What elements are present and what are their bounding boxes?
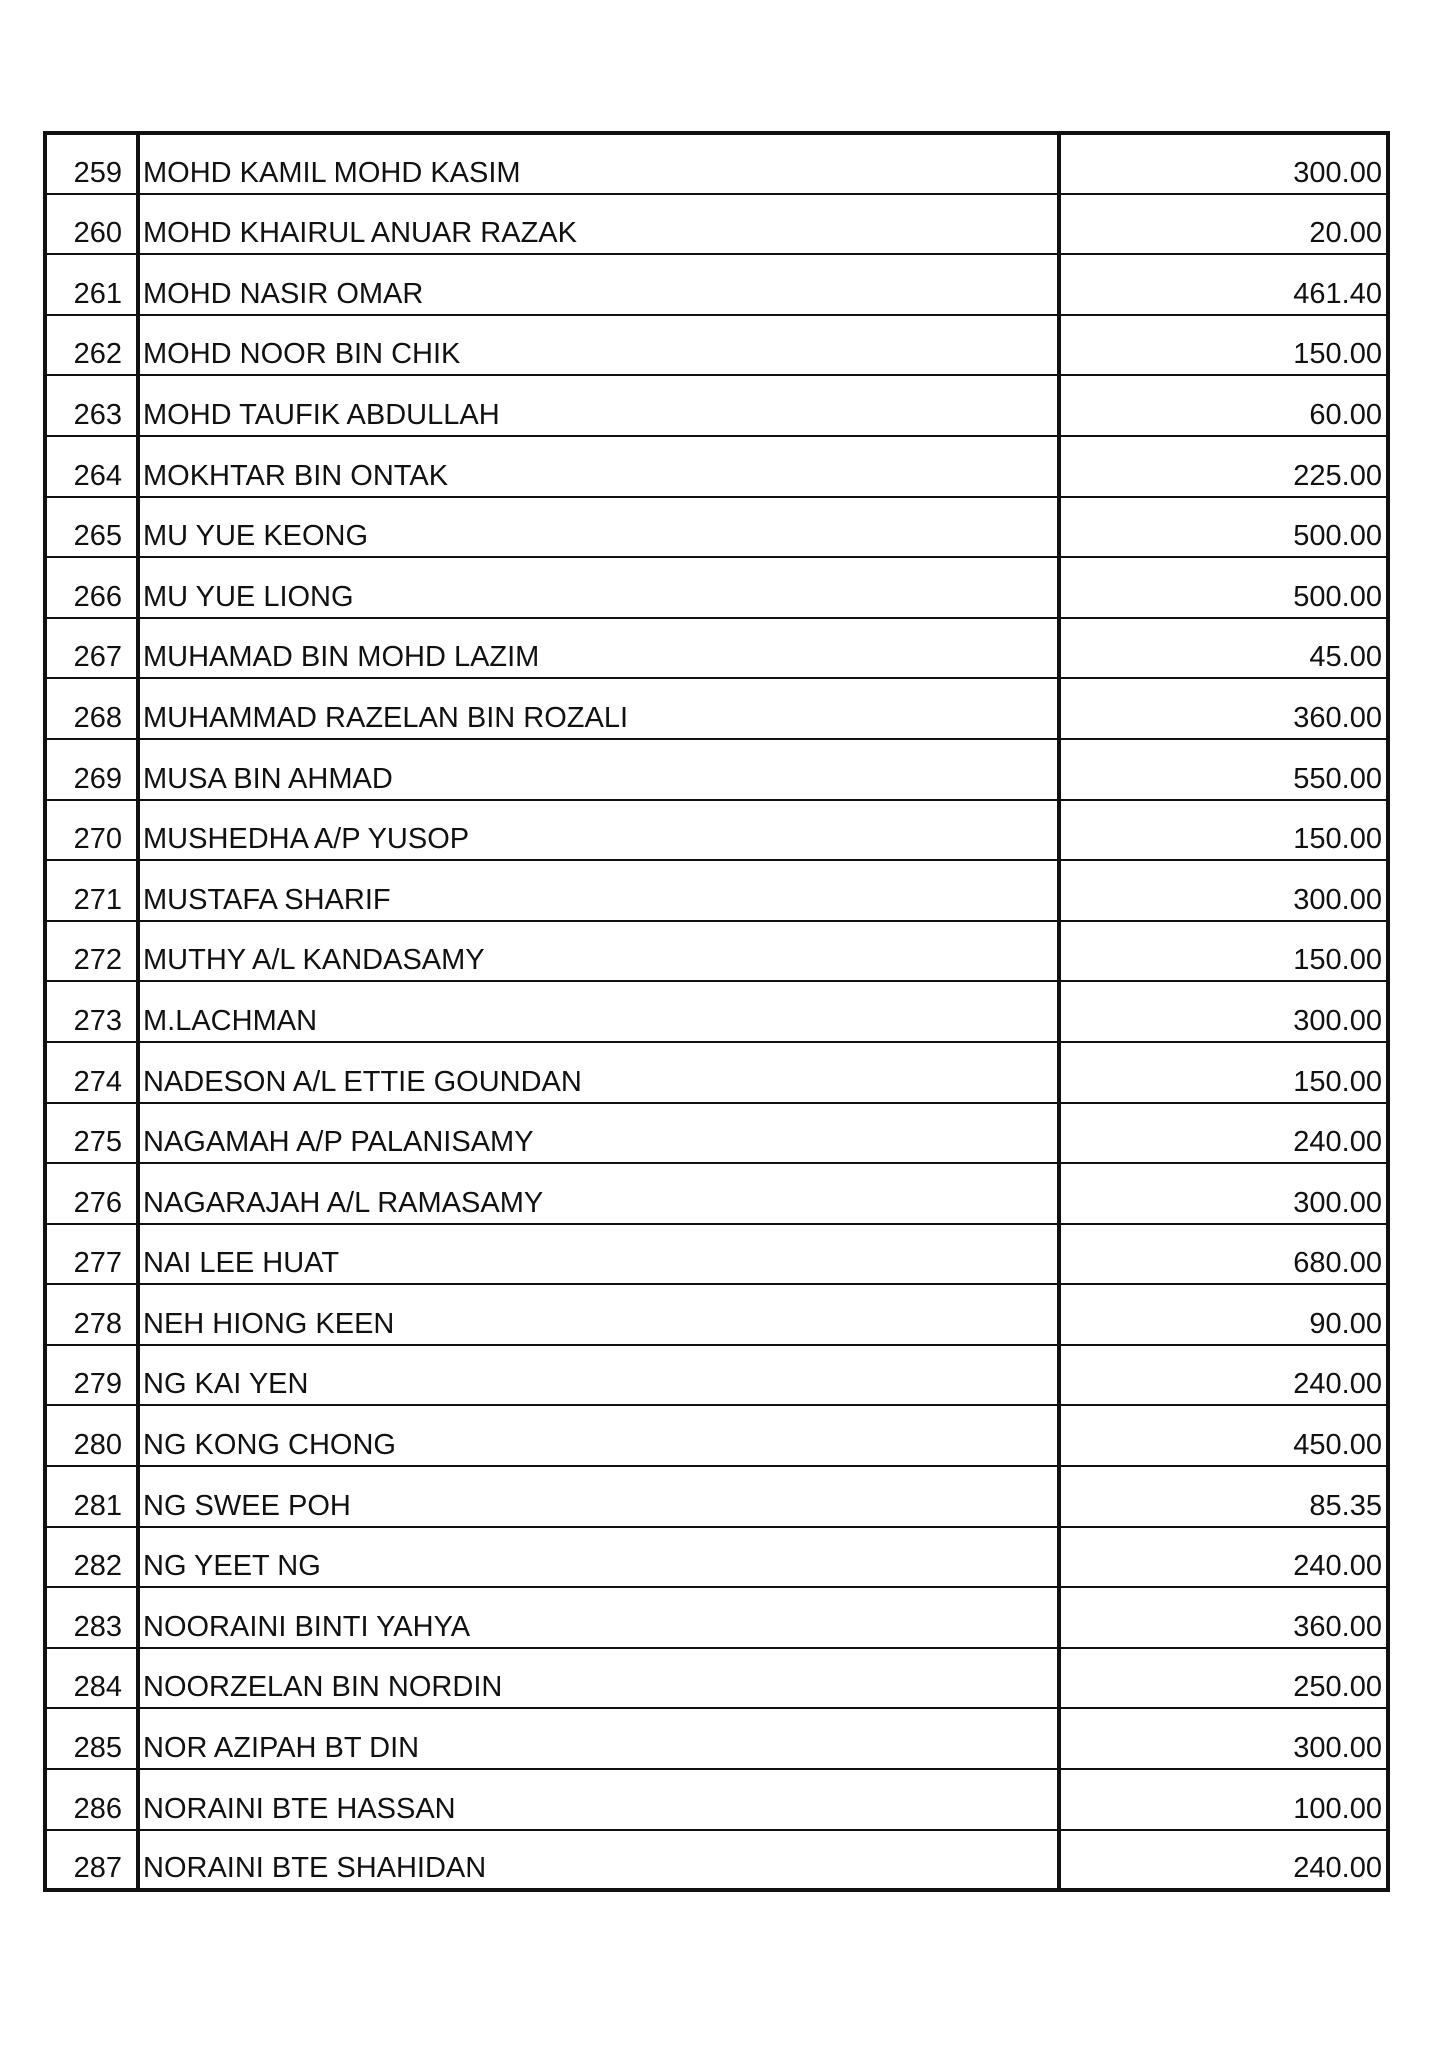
table-row [45,133,1388,194]
row-number: 273 [45,981,138,1042]
row-amount: 300.00 [1059,1708,1388,1769]
row-name: NAGAMAH A/P PALANISAMY [138,1103,1059,1164]
row-number: 287 [45,1830,138,1891]
table-row [45,1284,1388,1345]
row-name: NOR AZIPAH BT DIN [138,1708,1059,1769]
row-amount: 240.00 [1059,1527,1388,1588]
row-number: 268 [45,678,138,739]
row-number: 283 [45,1587,138,1648]
table-row [45,497,1388,558]
row-amount: 360.00 [1059,678,1388,739]
row-name: NORAINI BTE HASSAN [138,1769,1059,1830]
row-name: NG YEET NG [138,1527,1059,1588]
row-name: NEH HIONG KEEN [138,1284,1059,1345]
table-row [45,1405,1388,1466]
row-amount: 90.00 [1059,1284,1388,1345]
row-amount: 680.00 [1059,1224,1388,1285]
table-row [45,1830,1388,1891]
row-amount: 45.00 [1059,618,1388,679]
row-number: 266 [45,557,138,618]
row-number: 278 [45,1284,138,1345]
row-name: MUHAMAD BIN MOHD LAZIM [138,618,1059,679]
row-name: NADESON A/L ETTIE GOUNDAN [138,1042,1059,1103]
table-row [45,860,1388,921]
row-number: 281 [45,1466,138,1527]
row-name: MU YUE LIONG [138,557,1059,618]
row-name: NORAINI BTE SHAHIDAN [138,1830,1059,1891]
table-row [45,981,1388,1042]
row-number: 286 [45,1769,138,1830]
table-row [45,921,1388,982]
row-number: 263 [45,375,138,436]
row-number: 275 [45,1103,138,1164]
row-amount: 450.00 [1059,1405,1388,1466]
row-name: MUTHY A/L KANDASAMY [138,921,1059,982]
row-name: MUSTAFA SHARIF [138,860,1059,921]
row-amount: 225.00 [1059,436,1388,497]
row-name: MOHD NOOR BIN CHIK [138,315,1059,376]
table-row [45,1769,1388,1830]
row-name: MU YUE KEONG [138,497,1059,558]
table-row [45,678,1388,739]
row-amount: 240.00 [1059,1103,1388,1164]
row-number: 270 [45,800,138,861]
row-amount: 150.00 [1059,921,1388,982]
table-row [45,1103,1388,1164]
row-name: MUHAMMAD RAZELAN BIN ROZALI [138,678,1059,739]
row-amount: 150.00 [1059,800,1388,861]
row-amount: 240.00 [1059,1830,1388,1891]
row-number: 280 [45,1405,138,1466]
row-name: MOHD KHAIRUL ANUAR RAZAK [138,194,1059,255]
donor-table [43,131,1390,1892]
table-row [45,375,1388,436]
row-number: 269 [45,739,138,800]
row-number: 274 [45,1042,138,1103]
row-amount: 250.00 [1059,1648,1388,1709]
table-row [45,1042,1388,1103]
row-name: NOORAINI BINTI YAHYA [138,1587,1059,1648]
row-amount: 20.00 [1059,194,1388,255]
row-number: 261 [45,254,138,315]
row-amount: 150.00 [1059,1042,1388,1103]
row-number: 272 [45,921,138,982]
row-number: 265 [45,497,138,558]
row-amount: 300.00 [1059,860,1388,921]
table-row [45,194,1388,255]
table-row [45,1648,1388,1709]
row-name: MUSA BIN AHMAD [138,739,1059,800]
table-row [45,1708,1388,1769]
row-amount: 500.00 [1059,557,1388,618]
row-number: 260 [45,194,138,255]
table-row [45,1345,1388,1406]
table-row [45,1587,1388,1648]
row-name: MOHD NASIR OMAR [138,254,1059,315]
row-name: NG SWEE POH [138,1466,1059,1527]
row-number: 267 [45,618,138,679]
donor-table-body [45,133,1388,1890]
row-amount: 461.40 [1059,254,1388,315]
row-name: NAGARAJAH A/L RAMASAMY [138,1163,1059,1224]
row-amount: 100.00 [1059,1769,1388,1830]
row-name: MOKHTAR BIN ONTAK [138,436,1059,497]
row-number: 276 [45,1163,138,1224]
row-number: 279 [45,1345,138,1406]
table-row [45,315,1388,376]
row-amount: 85.35 [1059,1466,1388,1527]
row-name: MUSHEDHA A/P YUSOP [138,800,1059,861]
row-amount: 150.00 [1059,315,1388,376]
row-number: 264 [45,436,138,497]
row-amount: 300.00 [1059,133,1388,194]
table-row [45,557,1388,618]
row-number: 284 [45,1648,138,1709]
row-name: NAI LEE HUAT [138,1224,1059,1285]
row-amount: 300.00 [1059,1163,1388,1224]
table-row [45,1466,1388,1527]
table-row [45,800,1388,861]
row-amount: 360.00 [1059,1587,1388,1648]
row-name: NOORZELAN BIN NORDIN [138,1648,1059,1709]
table-row [45,1224,1388,1285]
row-number: 277 [45,1224,138,1285]
row-amount: 300.00 [1059,981,1388,1042]
row-amount: 240.00 [1059,1345,1388,1406]
row-amount: 60.00 [1059,375,1388,436]
row-number: 271 [45,860,138,921]
row-number: 259 [45,133,138,194]
row-number: 282 [45,1527,138,1588]
row-name: MOHD KAMIL MOHD KASIM [138,133,1059,194]
table-row [45,254,1388,315]
row-name: MOHD TAUFIK ABDULLAH [138,375,1059,436]
table-row [45,436,1388,497]
row-name: M.LACHMAN [138,981,1059,1042]
row-name: NG KAI YEN [138,1345,1059,1406]
table-row [45,1163,1388,1224]
table-row [45,739,1388,800]
row-name: NG KONG CHONG [138,1405,1059,1466]
row-amount: 550.00 [1059,739,1388,800]
table-row [45,618,1388,679]
row-number: 262 [45,315,138,376]
table-row [45,1527,1388,1588]
row-amount: 500.00 [1059,497,1388,558]
row-number: 285 [45,1708,138,1769]
